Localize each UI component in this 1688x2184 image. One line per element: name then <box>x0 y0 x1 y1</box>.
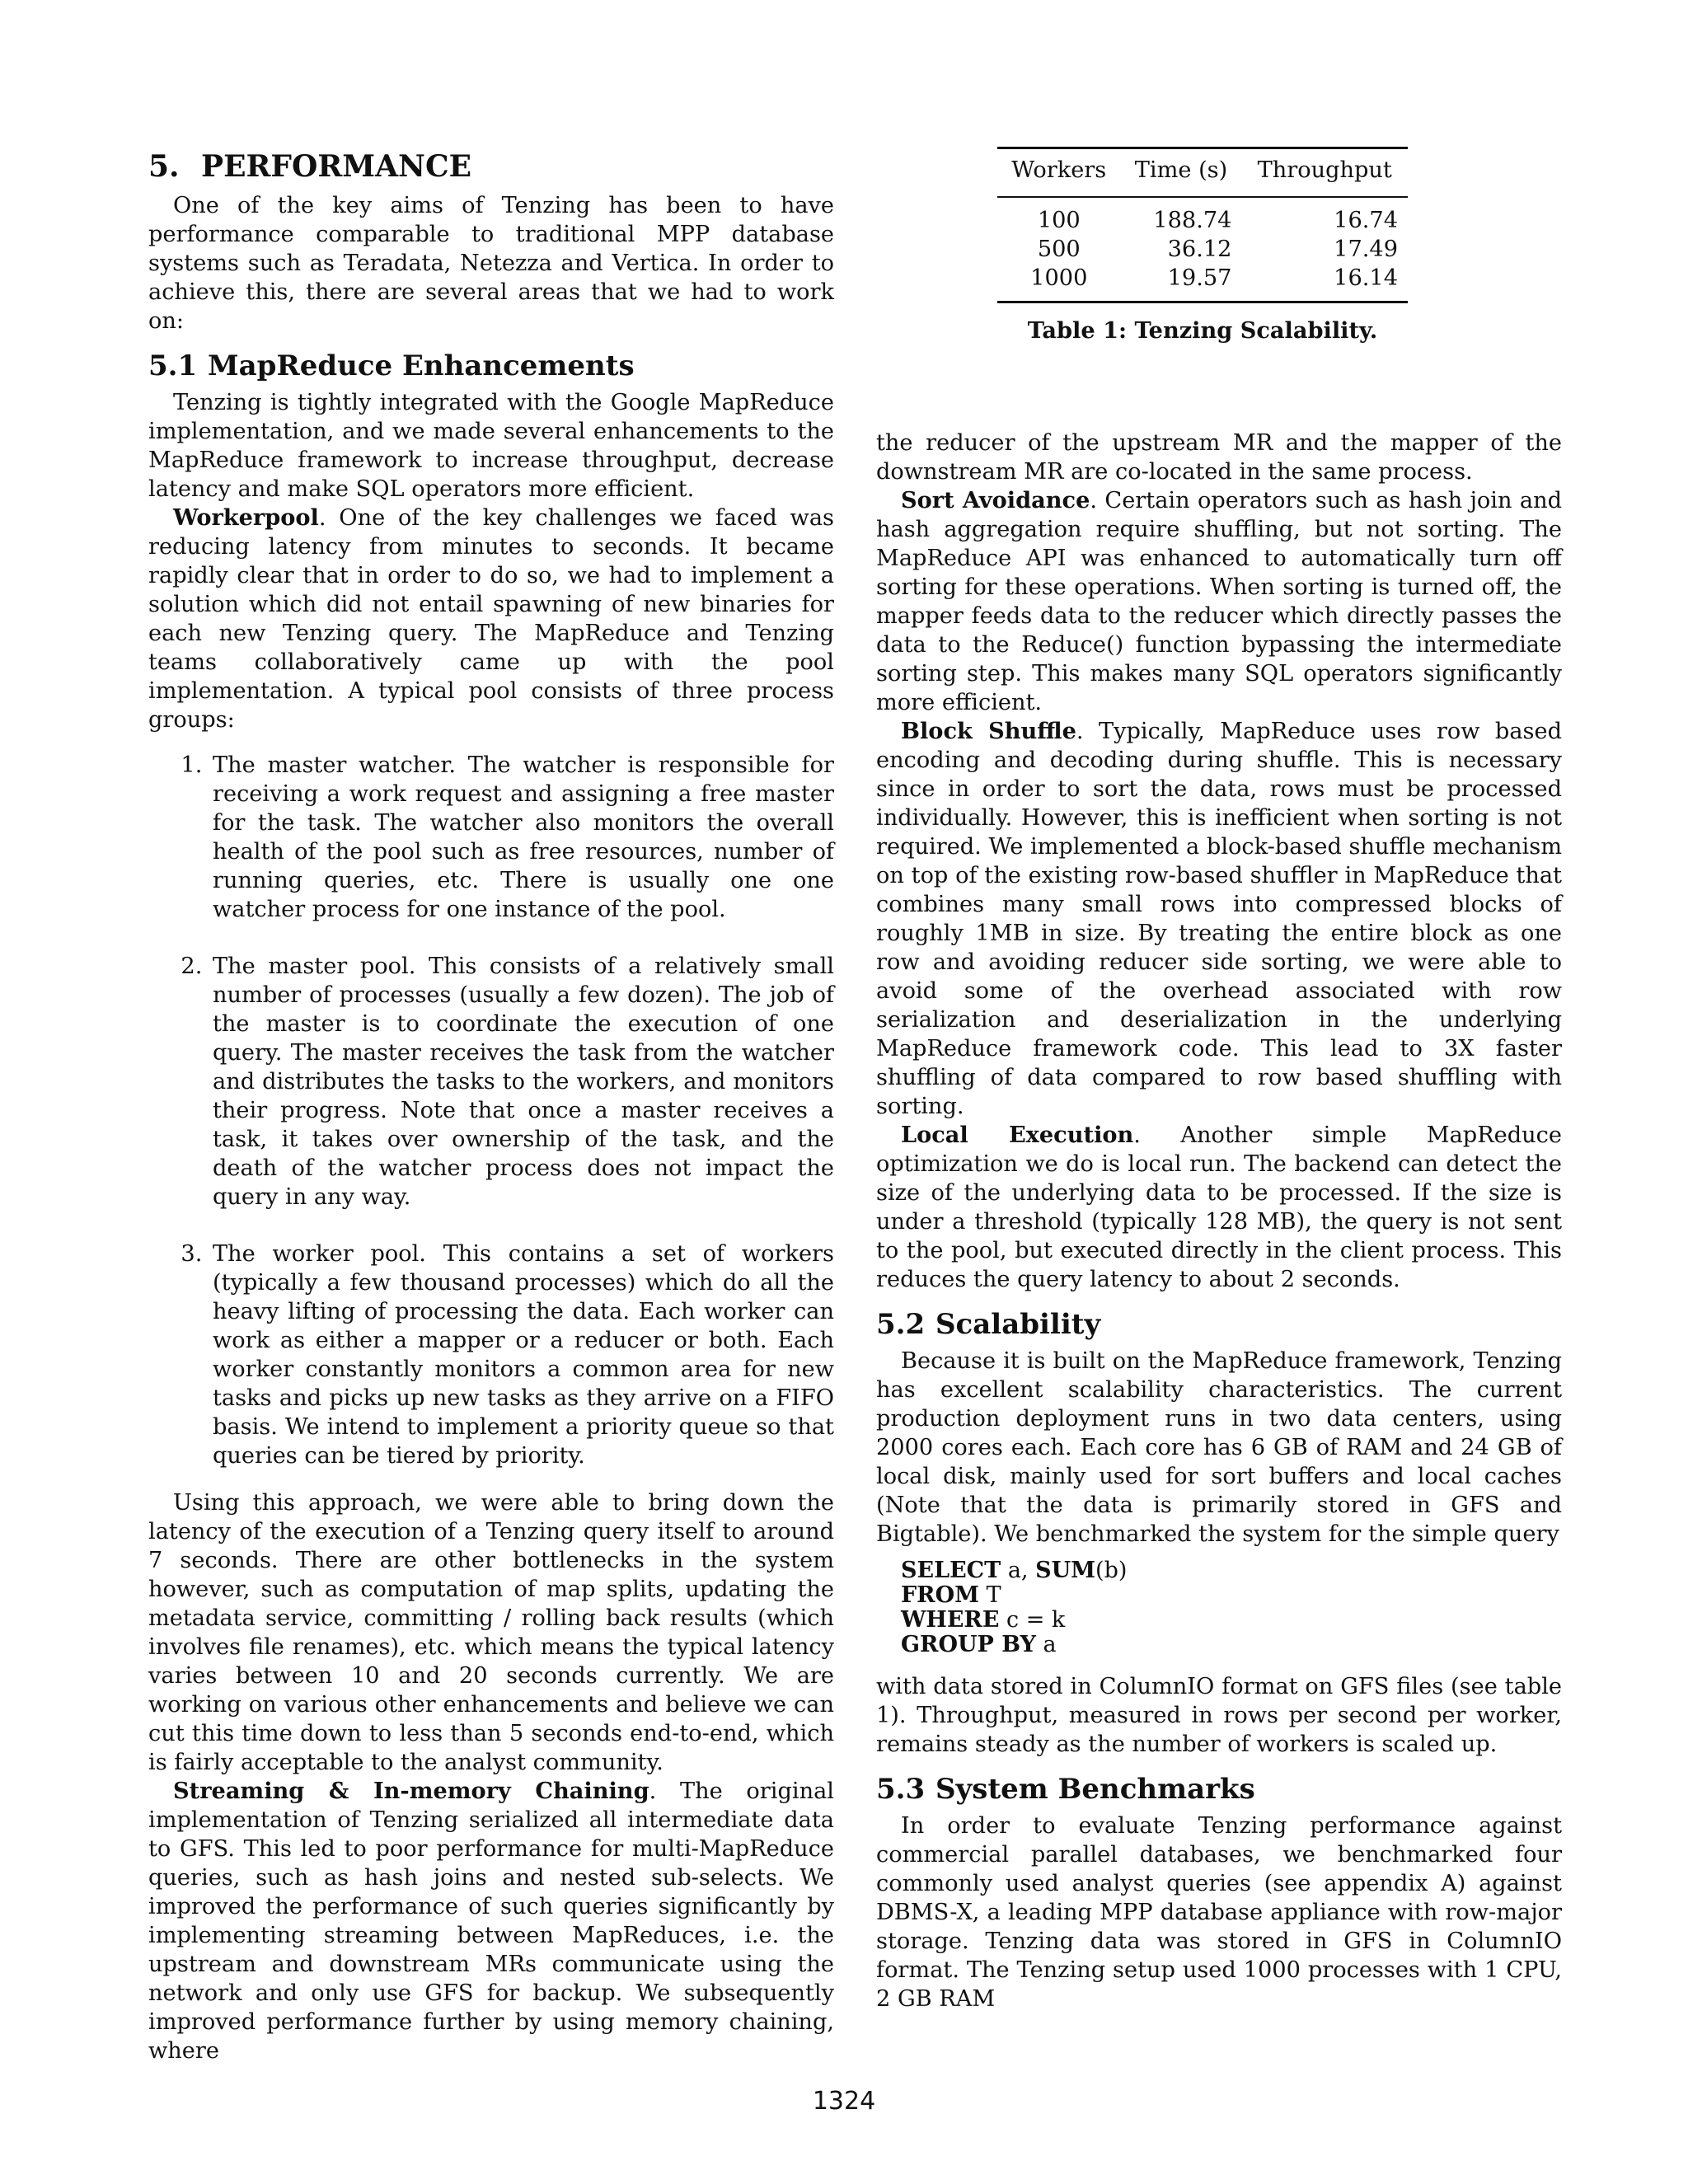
sort-avoidance-runin-heading: Sort Avoidance <box>901 487 1090 513</box>
section-5-1-heading: 5.1 MapReduce Enhancements <box>148 349 635 382</box>
table-cell: 100 <box>1037 208 1081 233</box>
local-execution-runin-heading: Local Execution <box>901 1122 1134 1148</box>
section-5-1-intro: Tenzing is tightly integrated with the Google MapReduce implementation, and we made several enhancements to the MapReduce framework to increase throughput, decrease latency and make SQL operators more efficient. <box>148 390 834 502</box>
section-5-2-heading: 5.2 Scalability <box>876 1308 1101 1341</box>
right-column <box>876 429 1562 2013</box>
local-execution-paragraph: Local Execution. Another simple MapReduce optimization we do is local run. The backend can detect the size of the underlying data to be processed. If the size is under a threshold (typically 128 MB), the query is not sent to the pool, but executed directly in the client process. This reduces the query latency to about 2 seconds. <box>876 1122 1562 1292</box>
table-cell: 500 <box>1037 237 1081 262</box>
block-shuffle-runin-heading: Block Shuffle <box>901 718 1076 744</box>
section-5-intro: One of the key aims of Tenzing has been to have performance comparable to traditional MPP database systems such as Teradata, Netezza and Vertica. In order to achieve this, there are several areas that we had to work on: <box>148 193 834 334</box>
table-caption: Table 1: Tenzing Scalability. <box>1027 317 1378 344</box>
workerpool-paragraph: Workerpool. One of the key challenges we faced was reducing latency from minutes to seconds. It became rapidly clear that in order to do so, we had to implement a solution which did not entail spawning of new binaries for each new Tenzing query. The MapReduce and Tenzing teams collaboratively came up with the pool implementation. A typical pool consists of three process groups: <box>148 504 834 733</box>
scalability-followup-paragraph: with data stored in ColumnIO format on GFS files (see table 1). Throughput, measured in rows per second per worker, remains steady as the number of workers is scaled up. <box>876 1674 1562 1757</box>
table-cell: 36.12 <box>1167 237 1232 262</box>
scalability-paragraph: Because it is built on the MapReduce framework, Tenzing has excellent scalability characteristics. The current production deployment runs in two data centers, using 2000 cores each. Each core has 6 GB of RAM and 24 GB of local disk, mainly used for sort buffers and local caches (Note that the data is primarily stored in GFS and Bigtable). We benchmarked the system for the simple query <box>876 1348 1562 1547</box>
code-line: WHERE c = k <box>901 1607 1066 1633</box>
benchmarks-paragraph: In order to evaluate Tenzing performance against commercial parallel databases, we benchmarked four commonly used analyst queries (see appendix A) against DBMS-X, a leading MPP database appliance with row-major storage. Tenzing data was stored in GFS in ColumnIO format. The Tenzing setup used 1000 processes with 1 CPU, 2 GB RAM <box>876 1813 1562 2012</box>
list-item: 3. The worker pool. This contains a set of workers (typically a few thousand processes) which do all the heavy lifting of processing the data. Each worker can work as either a mapper or a reducer or both. Each worker constantly monitors a common area for new tasks and picks up new tasks as they arrive on a FIFO basis. We intend to implement a priority queue so that queries can be tiered by priority. <box>209 1240 834 1470</box>
table-header: Time (s) <box>1121 148 1242 198</box>
table-row <box>997 197 1408 235</box>
block-shuffle-paragraph: Block Shuffle. Typically, MapReduce uses row based encoding and decoding during shuffle. This is necessary since in order to sort the data, rows must be processed individually. However, this is inefficient when sorting is not required. We implemented a block-based shuffle mechanism on top of the existing row-based shuffler in MapReduce that combines many small rows into compressed blocks of roughly 1MB in size. By treating the entire block as one row and avoiding reducer side sorting, we were able to avoid some of the overhead associated with row serialization and deserialization in the underlying MapReduce framework code. This lead to 3X faster shuffling of data compared to row based shuffling with sorting. <box>876 718 1562 1119</box>
table-header: Workers <box>997 148 1121 198</box>
page-number: 1324 <box>812 2087 876 2116</box>
table-row <box>997 235 1408 264</box>
list-item: 1. The master watcher. The watcher is responsible for receiving a work request and assigning a free master for the task. The watcher also monitors the overall health of the pool such as free resources, number of running queries, etc. There is usually one one watcher process for one instance of the pool. <box>209 751 834 924</box>
table-cell: 16.74 <box>1334 208 1398 233</box>
pool-groups-list <box>148 751 834 1470</box>
table-cell: 16.14 <box>1241 264 1408 302</box>
streaming-runin-heading: Streaming & In-memory Chaining <box>173 1778 649 1804</box>
code-line: FROM T <box>901 1582 1001 1608</box>
table-cell: 1000 <box>997 264 1121 302</box>
list-item: 2. The master pool. This consists of a relatively small number of processes (usually a few dozen). The job of the master is to coordinate the execution of one query. The master receives the task from the watcher and distributes the tasks to the workers, and monitors their progress. Note that once a master receives a task, it takes over ownership of the task, and the death of the watcher process does not impact the query in any way. <box>209 952 834 1212</box>
code-line: SELECT a, SUM(b) <box>901 1558 1128 1583</box>
table-cell: 188.74 <box>1153 208 1232 233</box>
table-row <box>997 264 1408 302</box>
table-cell: 19.57 <box>1121 264 1242 302</box>
table-header: Throughput <box>1241 148 1408 198</box>
section-5-3-heading: 5.3 System Benchmarks <box>876 1773 1255 1806</box>
workerpool-runin-heading: Workerpool <box>173 504 319 531</box>
sql-query-block <box>901 1558 1562 1657</box>
left-column <box>148 140 834 2065</box>
latency-paragraph: Using this approach, we were able to bring down the latency of the execution of a Tenzing query itself to around 7 seconds. There are other bottlenecks in the system however, such as computation of map splits, updating the metadata service, committing / rolling back results (which involves file renames), etc. which means the typical latency varies between 10 and 20 seconds currently. We are working on various other enhancements and believe we can cut this time down to less than 5 seconds end-to-end, which is fairly acceptable to the analyst community. <box>148 1490 834 1775</box>
table-cell: 17.49 <box>1334 237 1398 262</box>
sort-avoidance-paragraph: Sort Avoidance. Certain operators such as hash join and hash aggregation require shuffling, but not sorting. The MapReduce API was enhanced to automatically turn off sorting for these operations. When sorting is turned off, the mapper feeds data to the reducer which directly passes the data to the Reduce() function bypassing the intermediate sorting step. This makes many SQL operators significantly more efficient. <box>876 487 1562 715</box>
section-5-heading: 5. PERFORMANCE <box>148 149 472 184</box>
code-line: GROUP BY a <box>901 1632 1057 1657</box>
continuation-paragraph: the reducer of the upstream MR and the mapper of the downstream MR are co-located in the same process. <box>876 430 1562 485</box>
scalability-table <box>997 147 1408 303</box>
streaming-paragraph: Streaming & In-memory Chaining. The original implementation of Tenzing serialized all intermediate data to GFS. This led to poor performance for multi-MapReduce queries, such as hash joins and nested sub-selects. We improved the performance of such queries significantly by implementing streaming between MapReduces, i.e. the upstream and downstream MRs communicate using the network and only use GFS for backup. We subsequently improved performance further by using memory chaining, where <box>148 1778 835 2064</box>
